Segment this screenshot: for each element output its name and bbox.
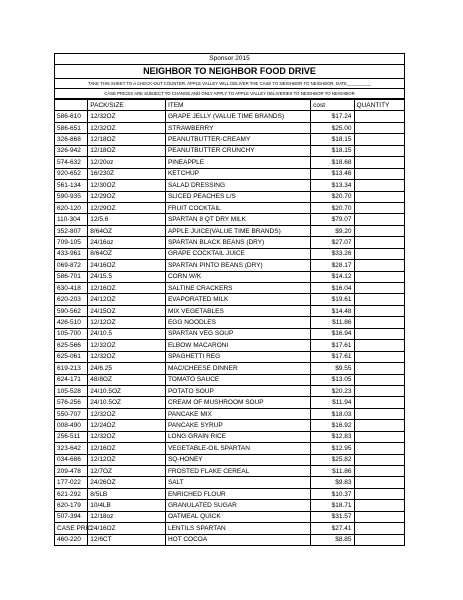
quantity-cell[interactable] [354, 260, 404, 271]
cost-cell: $79.07 [311, 214, 354, 225]
cost-cell: $27.07 [311, 237, 354, 248]
pack-size-cell: 24/6.25 [88, 363, 166, 374]
cost-cell: $17.61 [311, 351, 354, 362]
item-name-cell: SALT [165, 477, 310, 488]
quantity-cell[interactable] [354, 294, 404, 305]
item-code-cell: 256-511 [55, 431, 88, 442]
item-name-cell: ELBOW MACARONI [165, 340, 310, 351]
table-row [55, 534, 405, 545]
item-name-cell: APPLE JUICE(VALUE TIME BRANDS) [165, 225, 310, 236]
table-row [55, 180, 405, 191]
quantity-cell[interactable] [354, 340, 404, 351]
pack-size-cell: 16/230Z [88, 168, 166, 179]
item-name-cell: CORN W/K [165, 271, 310, 282]
quantity-cell[interactable] [354, 363, 404, 374]
quantity-cell[interactable] [354, 111, 404, 122]
cost-cell: $10.37 [311, 488, 354, 499]
cost-cell: $25.00 [311, 122, 354, 133]
quantity-cell[interactable] [354, 180, 404, 191]
item-name-cell: KETCHUP [165, 168, 310, 179]
pack-size-cell: 12/6CT [88, 534, 166, 545]
pack-size-cell: 12/32OZ [88, 408, 166, 419]
cost-cell: $16.04 [311, 283, 354, 294]
order-sheet [54, 53, 405, 546]
item-name-cell: SPARTAN PINTO BEANS (DRY) [165, 260, 310, 271]
pack-size-cell: 12/32OZ [88, 351, 166, 362]
table-header-row [55, 100, 405, 111]
cost-cell: $13.46 [311, 168, 354, 179]
item-code-cell: 586-610 [55, 111, 88, 122]
pack-size-cell: 12/20oz [88, 157, 166, 168]
order-table [54, 99, 405, 546]
quantity-cell[interactable] [354, 214, 404, 225]
pack-size-cell: 12/30OZ [88, 180, 166, 191]
item-name-cell: ENRICHED FLOUR [165, 488, 310, 499]
quantity-cell[interactable] [354, 317, 404, 328]
table-row [55, 237, 405, 248]
quantity-cell[interactable] [354, 385, 404, 396]
item-name-cell: SPARTAN BLACK BEANS (DRY) [165, 237, 310, 248]
item-code-cell: CASE PRIC [55, 523, 88, 534]
table-row [55, 454, 405, 465]
pack-size-cell: 24/16oz [88, 237, 166, 248]
cost-cell: $12.83 [311, 431, 354, 442]
item-name-cell: PEANUTBUTTER-CREAMY [165, 134, 310, 145]
pack-size-cell: 48/8OZ [88, 374, 166, 385]
item-code-cell: 920-652 [55, 168, 88, 179]
item-code-cell: 426-510 [55, 317, 88, 328]
cost-cell: $14.12 [311, 271, 354, 282]
cost-cell: $11.86 [311, 317, 354, 328]
quantity-cell[interactable] [354, 157, 404, 168]
cost-cell: $20.70 [311, 202, 354, 213]
item-name-cell: SLICED PEACHES L/S [165, 191, 310, 202]
item-name-cell: FRUIT COCKTAIL [165, 202, 310, 213]
cost-cell: $20.70 [311, 191, 354, 202]
cost-cell: $9.55 [311, 363, 354, 374]
item-name-cell: MAC/CHEESE DINNER [165, 363, 310, 374]
quantity-cell[interactable] [354, 488, 404, 499]
cost-cell: $18.03 [311, 408, 354, 419]
cost-cell: $8.85 [311, 534, 354, 545]
cost-cell: $13.05 [311, 374, 354, 385]
item-name-cell: OATMEAL QUICK [165, 511, 310, 522]
item-name-cell: STRAWBERRY [165, 122, 310, 133]
quantity-cell[interactable] [354, 283, 404, 294]
item-name-cell: FROSTED FLAKE CEREAL [165, 466, 310, 477]
quantity-cell[interactable] [354, 134, 404, 145]
item-name-cell: MIX VEGETABLES [165, 305, 310, 316]
pack-size-cell: 24/16OZ [88, 260, 166, 271]
cost-cell: $31.57 [311, 511, 354, 522]
quantity-cell[interactable] [354, 225, 404, 236]
table-row [55, 431, 405, 442]
item-code-cell: 105-700 [55, 328, 88, 339]
item-code-cell: 624-171 [55, 374, 88, 385]
pack-size-cell: 12/32OZ [88, 340, 166, 351]
item-code-cell: 619-213 [55, 363, 88, 374]
pack-size-cell: 8/5LB [88, 488, 166, 499]
table-row [55, 157, 405, 168]
item-code-cell: 069-872 [55, 260, 88, 271]
cost-cell: $27.41 [311, 523, 354, 534]
instructions-line: TAKE THIS SHEET TO A CHECK-OUT COUNTER. APPLE VALLEY WILL DELIVER THE CASE TO NEIGHBOR TO NEIGHBOR. DATE__________ [55, 79, 404, 89]
item-name-cell: PINEAPPLE [165, 157, 310, 168]
pack-size-cell: 8/64OZ [88, 248, 166, 259]
table-row [55, 317, 405, 328]
item-name-cell: LONG GRAIN RICE [165, 431, 310, 442]
pack-size-cell: 12/16OZ [88, 443, 166, 454]
cost-cell: $11.94 [311, 397, 354, 408]
item-name-cell: EVAPORATED MILK [165, 294, 310, 305]
table-row [55, 397, 405, 408]
table-row [55, 477, 405, 488]
quantity-cell[interactable] [354, 431, 404, 442]
cost-cell: $16.92 [311, 420, 354, 431]
item-name-cell: CREAM OF MUSHROOM SOUP [165, 397, 310, 408]
quantity-cell[interactable] [354, 237, 404, 248]
cost-cell: $9.83 [311, 477, 354, 488]
page-title: NEIGHBOR TO NEIGHBOR FOOD DRIVE [55, 65, 404, 79]
cost-cell: $16.94 [311, 328, 354, 339]
cost-cell: $25.82 [311, 454, 354, 465]
quantity-cell[interactable] [354, 500, 404, 511]
quantity-cell[interactable] [354, 191, 404, 202]
item-code-cell: 326-942 [55, 145, 88, 156]
pack-size-cell: 12/24OZ [88, 420, 166, 431]
column-header-code [55, 100, 88, 111]
quantity-cell[interactable] [354, 202, 404, 213]
item-code-cell: 620-179 [55, 500, 88, 511]
pack-size-cell: 12/7OZ [88, 466, 166, 477]
table-body [55, 111, 405, 546]
pack-size-cell: 12/18OZ [88, 145, 166, 156]
table-row [55, 214, 405, 225]
pack-size-cell: 24/26OZ [88, 477, 166, 488]
item-code-cell: 550-707 [55, 408, 88, 419]
item-name-cell: SALTINE CRACKERS [165, 283, 310, 294]
column-header-quantity: QUANTITY [354, 100, 404, 111]
item-code-cell: 590-935 [55, 191, 88, 202]
item-name-cell: VEGETABLE-OIL SPARTAN [165, 443, 310, 454]
item-code-cell: 507-394 [55, 511, 88, 522]
cost-cell: $18.68 [311, 157, 354, 168]
cost-cell: $18.15 [311, 145, 354, 156]
column-header-pack-size: PACK/SIZE [88, 100, 166, 111]
item-code-cell: 620-203 [55, 294, 88, 305]
item-code-cell: 105-528 [55, 385, 88, 396]
table-row [55, 500, 405, 511]
cost-cell: $9.20 [311, 225, 354, 236]
table-row [55, 408, 405, 419]
item-name-cell: GRAPE COCKTAIL JUICE [165, 248, 310, 259]
quantity-cell[interactable] [354, 145, 404, 156]
quantity-cell[interactable] [354, 523, 404, 534]
pack-size-cell: 12/18oz [88, 511, 166, 522]
item-code-cell: 574-632 [55, 157, 88, 168]
item-name-cell: POTATO SOUP [165, 385, 310, 396]
pack-size-cell: 24/15OZ [88, 305, 166, 316]
table-row [55, 248, 405, 259]
pack-size-cell: 12/5.6 [88, 214, 166, 225]
pack-size-cell: 24/10.5 [88, 328, 166, 339]
pack-size-cell: 24/12OZ [88, 294, 166, 305]
pack-size-cell: 12/32OZ [88, 122, 166, 133]
item-name-cell: TOMATO SAUCE [165, 374, 310, 385]
table-row [55, 122, 405, 133]
item-code-cell: 621-292 [55, 488, 88, 499]
item-code-cell: 034-686 [55, 454, 88, 465]
item-name-cell: PANCAKE SYRUP [165, 420, 310, 431]
table-row [55, 443, 405, 454]
pack-size-cell: 12/12OZ [88, 454, 166, 465]
item-name-cell: SPARTAN VEG SOUP [165, 328, 310, 339]
item-code-cell: 433-961 [55, 248, 88, 259]
quantity-cell[interactable] [354, 397, 404, 408]
quantity-cell[interactable] [354, 351, 404, 362]
quantity-cell[interactable] [354, 443, 404, 454]
item-name-cell: SQ-HONEY [165, 454, 310, 465]
column-header-item: ITEM [165, 100, 310, 111]
pack-size-cell: 12/12OZ [88, 317, 166, 328]
table-row [55, 168, 405, 179]
quantity-cell[interactable] [354, 248, 404, 259]
quantity-cell[interactable] [354, 454, 404, 465]
item-name-cell: HOT COCOA [165, 534, 310, 545]
item-code-cell: 323-642 [55, 443, 88, 454]
quantity-cell[interactable] [354, 511, 404, 522]
table-row [55, 294, 405, 305]
quantity-cell[interactable] [354, 374, 404, 385]
pack-size-cell: 12/16OZ [88, 283, 166, 294]
sheet-header [54, 53, 405, 99]
table-row [55, 340, 405, 351]
table-row [55, 271, 405, 282]
item-code-cell: 586-651 [55, 122, 88, 133]
item-code-cell: 625-566 [55, 340, 88, 351]
quantity-cell[interactable] [354, 168, 404, 179]
cost-cell: $17.24 [311, 111, 354, 122]
cost-cell: $18.15 [311, 134, 354, 145]
pack-size-cell: 10/4LB [88, 500, 166, 511]
quantity-cell[interactable] [354, 466, 404, 477]
table-row [55, 191, 405, 202]
item-name-cell: EGG NOODLES [165, 317, 310, 328]
item-name-cell: PEANUTBUTTER CRUNCHY [165, 145, 310, 156]
cost-cell: $11.86 [311, 466, 354, 477]
item-code-cell: 460-220 [55, 534, 88, 545]
item-name-cell: SPARTAN 8 QT DRY MILK [165, 214, 310, 225]
quantity-cell[interactable] [354, 534, 404, 545]
quantity-cell[interactable] [354, 328, 404, 339]
quantity-cell[interactable] [354, 420, 404, 431]
item-code-cell: 352-807 [55, 225, 88, 236]
pack-size-cell: 12/32OZ [88, 111, 166, 122]
table-row [55, 420, 405, 431]
table-row [55, 466, 405, 477]
table-row [55, 260, 405, 271]
table-row [55, 328, 405, 339]
table-row [55, 523, 405, 534]
table-row [55, 283, 405, 294]
table-row [55, 305, 405, 316]
pack-size-cell: 12/29OZ [88, 202, 166, 213]
item-code-cell: 326-868 [55, 134, 88, 145]
pack-size-cell: 12/29OZ [88, 191, 166, 202]
item-name-cell: SPAGHETTI REG [165, 351, 310, 362]
quantity-cell[interactable] [354, 305, 404, 316]
cost-cell: $12.95 [311, 443, 354, 454]
table-row [55, 351, 405, 362]
item-code-cell: 209-478 [55, 466, 88, 477]
pack-size-cell: 12/18OZ [88, 134, 166, 145]
item-code-cell: 625-061 [55, 351, 88, 362]
table-row [55, 363, 405, 374]
item-name-cell: GRAPE JELLY (VALUE TIME BRANDS) [165, 111, 310, 122]
item-code-cell: 630-418 [55, 283, 88, 294]
pack-size-cell: 24/10.5OZ [88, 397, 166, 408]
cost-cell: $13.34 [311, 180, 354, 191]
table-row [55, 225, 405, 236]
item-code-cell: 586-701 [55, 271, 88, 282]
item-code-cell: 576-256 [55, 397, 88, 408]
cost-cell: $18.71 [311, 500, 354, 511]
cost-cell: $33.26 [311, 248, 354, 259]
item-code-cell: 561-134 [55, 180, 88, 191]
item-code-cell: 177-022 [55, 477, 88, 488]
pack-size-cell: 24/16OZ [88, 523, 166, 534]
table-row [55, 134, 405, 145]
item-code-cell: 110-304 [55, 214, 88, 225]
table-row [55, 111, 405, 122]
pack-size-cell: 12/32OZ [88, 431, 166, 442]
pack-size-cell: 24/10.5OZ [88, 385, 166, 396]
sponsor-line: Sponsor 2015 [55, 54, 404, 65]
table-row [55, 145, 405, 156]
item-code-cell: 709-105 [55, 237, 88, 248]
table-row [55, 385, 405, 396]
item-code-cell: 620-120 [55, 202, 88, 213]
item-code-cell: 008-490 [55, 420, 88, 431]
quantity-cell[interactable] [354, 477, 404, 488]
item-name-cell: GRANULATED SUGAR [165, 500, 310, 511]
table-row [55, 511, 405, 522]
cost-cell: $20.23 [311, 385, 354, 396]
pack-size-cell: 8/64OZ [88, 225, 166, 236]
item-name-cell: LENTILS SPARTAN [165, 523, 310, 534]
pack-size-cell: 24/15.5 [88, 271, 166, 282]
item-name-cell: PANCAKE MIX [165, 408, 310, 419]
cost-cell: $19.61 [311, 294, 354, 305]
cost-cell: $28.17 [311, 260, 354, 271]
table-row [55, 488, 405, 499]
item-code-cell: 590-562 [55, 305, 88, 316]
table-row [55, 374, 405, 385]
quantity-cell[interactable] [354, 271, 404, 282]
table-row [55, 202, 405, 213]
item-name-cell: SALAD DRESSING [165, 180, 310, 191]
cost-cell: $14.48 [311, 305, 354, 316]
price-notice-line: CASE PRICES ARE SUBJECT TO CHANGE AND ONLY APPLY TO APPLE VALLEY DELIVERIES TO NEIGHBOR TO NEIGHBOR [55, 89, 404, 99]
cost-cell: $17.61 [311, 340, 354, 351]
quantity-cell[interactable] [354, 122, 404, 133]
column-header-cost: cost [311, 100, 354, 111]
quantity-cell[interactable] [354, 408, 404, 419]
